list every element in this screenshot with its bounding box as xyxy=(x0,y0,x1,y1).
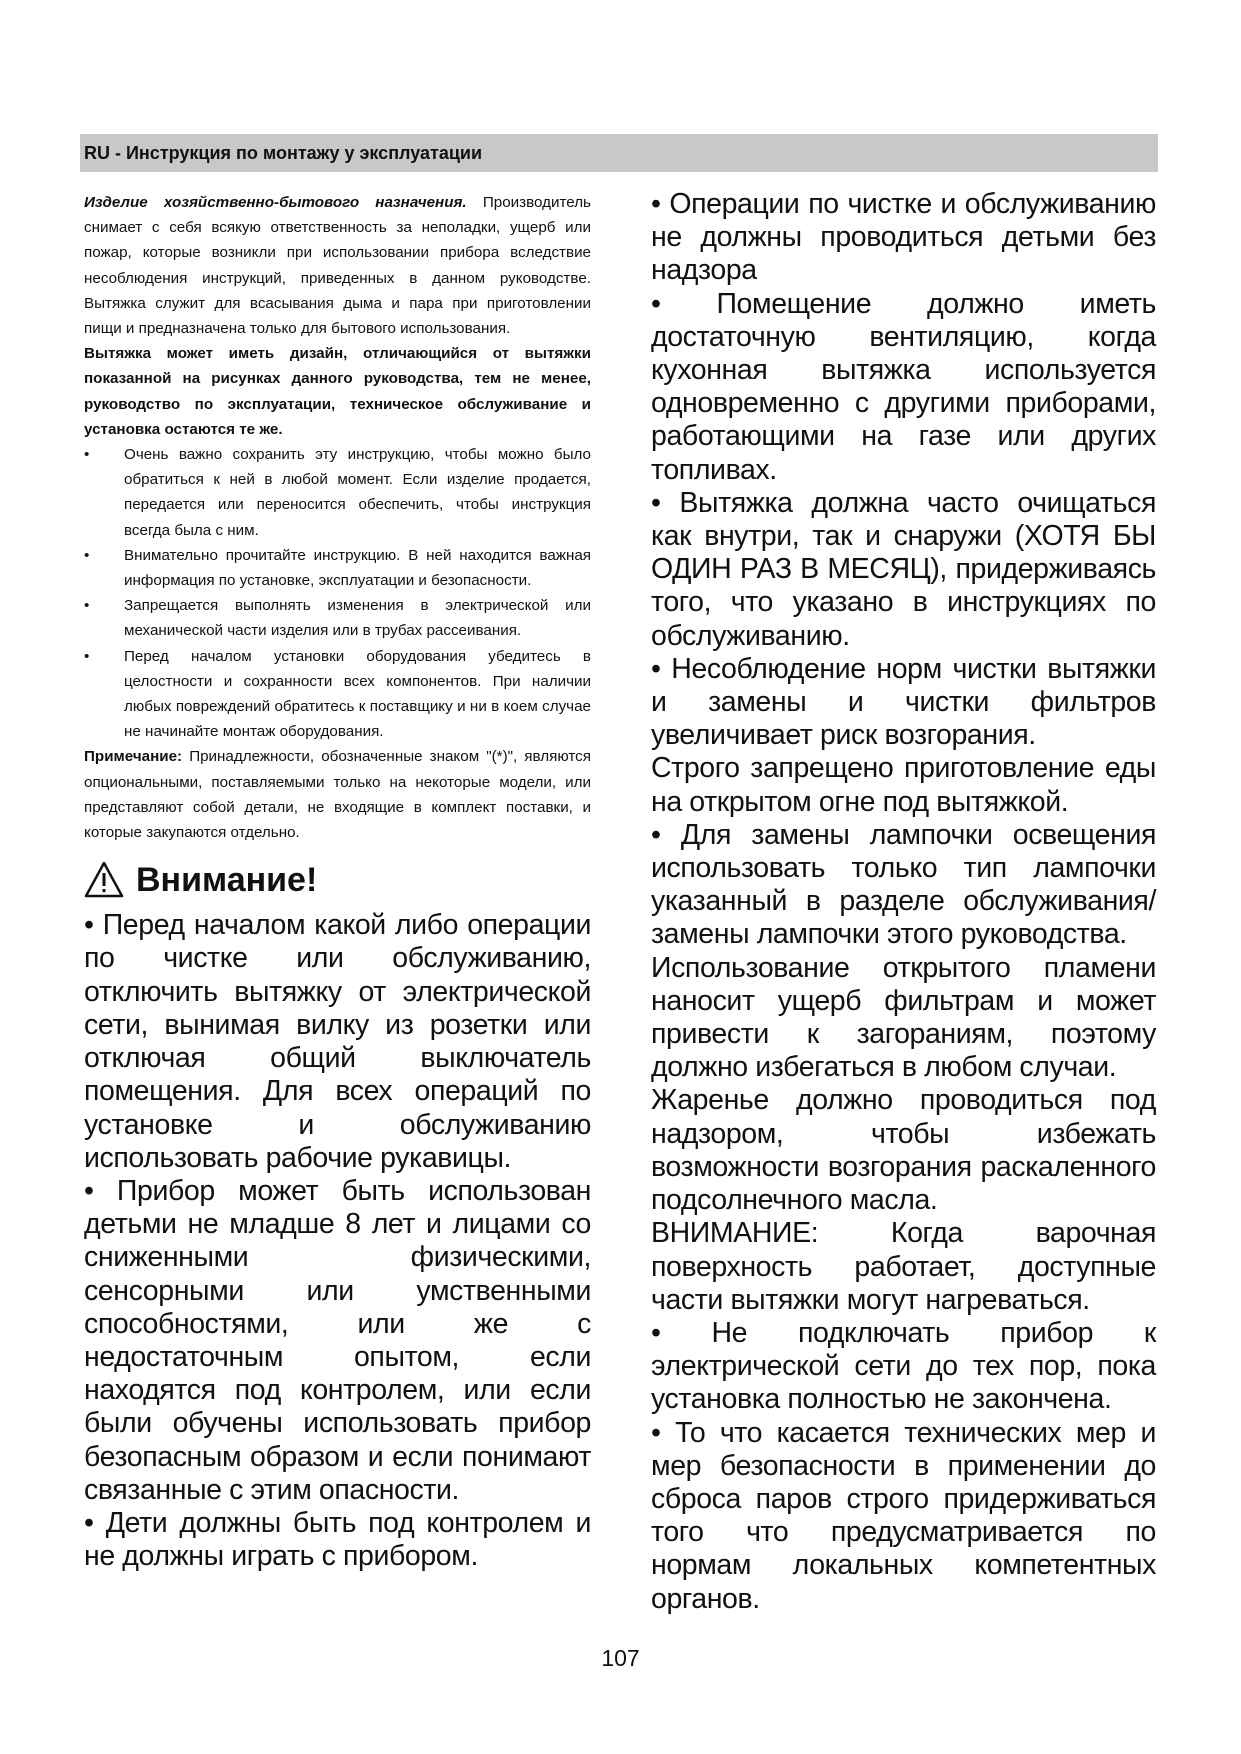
safety-paragraph: Строго запрещено приготовление еды на открытом огне под вытяжкой. xyxy=(651,752,1156,818)
note-text: Принадлежности, обозначенные знаком "(*)", являются опциональными, поставляемыми только на некоторые модели, или представляют собой детали, не входящие в комплект поставки, и которые закупаются отдельно. xyxy=(84,748,591,842)
bullet-item: • Запрещается выполнять изменения в электрической или механической части изделия или в трубах рассеивания. xyxy=(84,593,591,643)
intro-italic: Изделие хозяйственно-бытового назначения. xyxy=(84,194,467,211)
warning-paragraph: • Прибор может быть использован детьми не младше 8 лет и лицами со сниженными физическими, сенсорными или умственными способностями, или же с недостаточным опытом, если находятся под контролем, или если были обучены использовать прибор безопасным образом и если понимают связанные с этим опасности. xyxy=(84,1174,591,1506)
safety-paragraph: • Для замены лампочки освещения использовать только тип лампочки указанный в разделе обслуживания/замены лампочки этого руководства. xyxy=(651,818,1156,951)
safety-paragraph: • Не подключать прибор к электрической сети до тех пор, пока установка полностью не закончена. xyxy=(651,1316,1156,1416)
warning-title: Внимание! xyxy=(136,860,318,899)
safety-paragraph: • Помещение должно иметь достаточную вентиляцию, когда кухонная вытяжка используется одновременно с другими приборами, работающими на газе или других топливах. xyxy=(651,287,1156,486)
safety-paragraph: Использование открытого пламени наносит ущерб фильтрам и может привести к загораниям, поэтому должно избегаться в любом случаи. xyxy=(651,951,1156,1084)
warning-paragraph: • Дети должны быть под контролем и не должны играть с прибором. xyxy=(84,1506,591,1573)
safety-paragraph: • Несоблюдение норм чистки вытяжки и замены и чистки фильтров увеличивает риск возгорания. xyxy=(651,652,1156,752)
safety-paragraph: • Вытяжка должна часто очищаться как внутри, так и снаружи (ХОТЯ БЫ ОДИН РАЗ В МЕСЯЦ), придерживаясь того, что указано в инструкциях по обслуживанию. xyxy=(651,486,1156,652)
bullet-item: • Внимательно прочитайте инструкцию. В ней находится важная информация по установке, эксплуатации и безопасности. xyxy=(84,543,591,593)
intro-text: Производитель снимает с себя всякую ответственность за неполадки, ущерб или пожар, которые возникли при использовании прибора вследствие несоблюдения инструкций, приведенных в данном руководстве. Вытяжка служит для всасывания дыма и пара при приготовлении пищи и предназначена только для бытового использования. xyxy=(84,194,591,338)
section-header: RU - Инструкция по монтажу у эксплуатации xyxy=(80,134,1158,172)
safety-paragraph: • Операции по чистке и обслуживанию не должны проводиться детьми без надзора xyxy=(651,188,1156,287)
left-column xyxy=(84,190,591,1573)
bullet-item: • Очень важно сохранить эту инструкцию, чтобы можно было обратиться к ней в любой момент. Если изделие продается, передается или переносится обеспечить, чтобы инструкция всегда была с ним. xyxy=(84,442,591,543)
note-label: Примечание: xyxy=(84,748,183,766)
instruction-bullets xyxy=(84,442,591,744)
bullet-item: • Перед началом установки оборудования убедитесь в целостности и сохранности всех компонентов. При наличии любых повреждений обратитесь к поставщику и ни в коем случае не начинайте монтаж оборудования. xyxy=(84,644,591,745)
warning-triangle-icon xyxy=(84,861,124,899)
warning-paragraph: • Перед началом какой либо операции по чистке или обслуживанию, отключить вытяжку от электрической сети, вынимая вилку из розетки или отключая общий выключатель помещения. Для всех операций по установке и обслуживанию использовать рабочие рукавицы. xyxy=(84,909,591,1174)
safety-paragraph: • То что касается технических мер и мер безопасности в применении до сброса паров строго придерживаться того что предусматривается по нормам локальных компетентных органов. xyxy=(651,1416,1156,1615)
accessory-note xyxy=(84,744,591,845)
page-number: 107 xyxy=(601,1645,640,1671)
warning-heading xyxy=(84,857,591,903)
safety-paragraph: Жаренье должно проводиться под надзором, чтобы избежать возможности возгорания раскаленного подсолнечного масла. xyxy=(651,1084,1156,1217)
safety-paragraph: ВНИМАНИЕ: Когда варочная поверхность работает, доступные части вытяжки могут нагреваться. xyxy=(651,1217,1156,1316)
right-column xyxy=(651,188,1156,1616)
design-note: Вытяжка может иметь дизайн, отличающийся от вытяжки показанной на рисунках данного руководства, тем не менее, руководство по эксплуатации, техническое обслуживание и установка остаются те же. xyxy=(84,345,591,438)
intro-paragraph xyxy=(84,190,591,341)
